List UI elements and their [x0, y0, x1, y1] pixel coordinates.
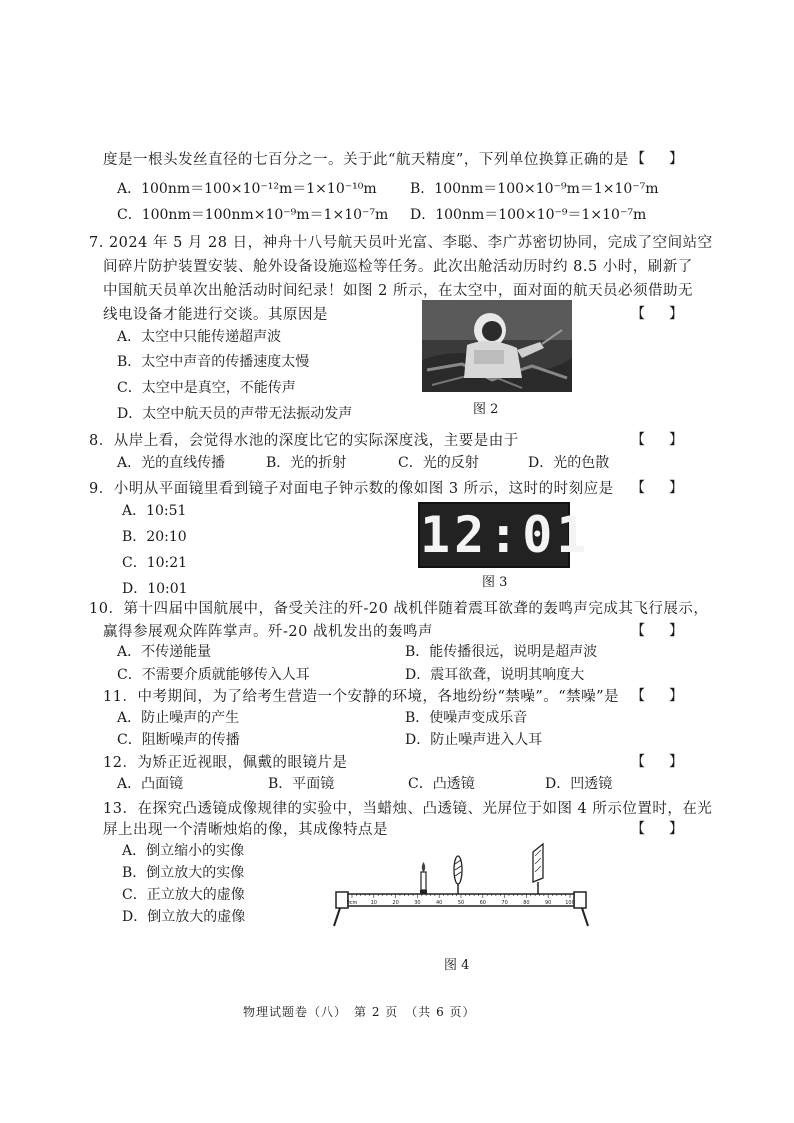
ruler-tick-label: 70	[501, 900, 508, 906]
q7-stem-line2: 间碎片防护装置安装、舱外设备设施巡检等任务。此次出舱活动历时约 8.5 小时，刷新了	[103, 259, 693, 275]
q7-stem-line1: 7. 2024 年 5 月 28 日，神舟十八号航天员叶光富、李聪、李广苏密切协同，完成了空间站空	[89, 235, 713, 251]
q13-option-b: B．倒立放大的实像	[122, 865, 245, 881]
q11-stem: 11．中考期间，为了给考生营造一个安静的环境，各地纷纷“禁噪”。“禁噪”是	[103, 689, 620, 705]
q10-option-d: D．震耳欲聋，说明其响度大	[405, 667, 585, 683]
ruler-tick-label: 80	[523, 900, 530, 906]
astronaut-photo	[422, 300, 572, 392]
ruler-tick-label: 20	[392, 900, 399, 906]
q13-option-d: D．倒立放大的虚像	[122, 909, 246, 925]
q11-option-a: A．防止噪声的产生	[117, 710, 240, 726]
q11-option-d: D．防止噪声进入人耳	[405, 732, 543, 748]
page-footer: 物理试题卷（八） 第 2 页 （共 6 页）	[243, 1005, 476, 1019]
q12-option-d: D．凹透镜	[545, 776, 613, 792]
ruler-tick-label: 10	[370, 900, 377, 906]
q6-option-d: D．100nm＝100×10⁻⁹＝1×10⁻⁷m	[410, 207, 647, 223]
ruler-tick-label: 0cm	[346, 900, 358, 906]
q8-option-c: C．光的反射	[398, 455, 479, 471]
q12-option-b: B．平面镜	[268, 776, 335, 792]
q10-option-a: A．不传递能量	[117, 644, 212, 660]
ruler-tick-label: 100	[565, 900, 575, 906]
q9-option-d: D．10:01	[122, 581, 188, 597]
q10-stem-line2: 赢得参展观众阵阵掌声。歼-20 战机发出的轰鸣声	[103, 624, 433, 640]
figure-2-caption: 图 2	[473, 402, 499, 417]
q8-option-a: A．光的直线传播	[117, 455, 226, 471]
convex-lens	[454, 856, 462, 894]
q12-option-c: C．凸透镜	[408, 776, 475, 792]
q7-option-a: A．太空中只能传递超声波	[117, 329, 282, 345]
q13-stem-line1: 13．在探究凸透镜成像规律的实验中，当蜡烛、凸透镜、光屏位于如图 4 所示位置时，在光	[103, 801, 713, 817]
q6-option-c: C．100nm＝100nm×10⁻⁹m＝1×10⁻⁷m	[117, 207, 389, 223]
light-screen	[533, 844, 543, 894]
q7-stem-line4: 线电设备才能进行交谈。其原因是	[103, 307, 328, 323]
answer-bracket[interactable]: 【】	[631, 306, 707, 322]
q8-option-d: D．光的色散	[528, 455, 610, 471]
answer-bracket[interactable]: 【】	[631, 480, 707, 496]
q7-stem-line3: 中国航天员单次出舱活动时间纪录！如图 2 所示，在太空中，面对面的航天员必须借助无	[103, 283, 693, 299]
q13-option-c: C．正立放大的虚像	[122, 887, 245, 903]
q7-option-b: B．太空中声音的传播速度太慢	[117, 354, 310, 370]
ruler-tick-label: 40	[436, 900, 443, 906]
q9-stem: 9．小明从平面镜里看到镜子对面电子钟示数的像如图 3 所示，这时的时刻应是	[89, 481, 614, 497]
ruler-tick-label: 50	[457, 900, 465, 906]
answer-bracket[interactable]: 【】	[631, 688, 707, 704]
q9-option-b: B．20:10	[122, 529, 187, 545]
ruler-tick-label: 30	[414, 900, 421, 906]
q6-option-b: B．100nm＝100×10⁻⁹m＝1×10⁻⁷m	[410, 181, 659, 197]
answer-bracket[interactable]: 【】	[631, 754, 707, 770]
q13-stem-line2: 屏上出现一个清晰烛焰的像，其成像特点是	[103, 822, 388, 838]
figure-4-caption: 图 4	[444, 958, 470, 973]
answer-bracket[interactable]: 【】	[631, 821, 707, 837]
q7-option-c: C．太空中是真空，不能传声	[117, 380, 296, 396]
q7-option-d: D．太空中航天员的声带无法振动发声	[117, 406, 353, 422]
ruler-tick-label: 60	[479, 900, 486, 906]
q11-option-c: C．阻断噪声的传播	[117, 732, 240, 748]
q9-option-a: A．10:51	[122, 503, 187, 519]
answer-bracket[interactable]: 【】	[631, 151, 707, 167]
answer-bracket[interactable]: 【】	[631, 623, 707, 639]
q6-option-a: A．100nm＝100×10⁻¹²m＝1×10⁻¹⁰m	[117, 181, 377, 197]
ruler-tick-label: 90	[545, 900, 552, 906]
q12-stem: 12．为矫正近视眼，佩戴的眼镜片是	[103, 755, 348, 771]
q11-option-b: B．使噪声变成乐音	[405, 710, 528, 726]
q9-option-c: C．10:21	[122, 555, 188, 571]
optical-bench-diagram	[330, 840, 592, 930]
q13-option-a: A．倒立缩小的实像	[122, 843, 245, 859]
q6-stem: 度是一根头发丝直径的七百分之一。关于此“航天精度”，下列单位换算正确的是	[103, 152, 629, 168]
digital-clock-display	[418, 502, 591, 568]
q10-stem-line1: 10．第十四届中国航展中，备受关注的歼-20 战机伴随着震耳欲聋的轰鸣声完成其飞行展示，	[89, 601, 709, 617]
candle	[420, 862, 427, 894]
q8-option-b: B．光的折射	[266, 455, 347, 471]
q8-stem: 8．从岸上看，会觉得水池的深度比它的实际深度浅，主要是由于	[89, 433, 519, 449]
figure-3-caption: 图 3	[482, 575, 508, 590]
q10-option-b: B．能传播很远，说明是超声波	[405, 644, 598, 660]
q12-option-a: A．凸面镜	[117, 776, 184, 792]
clock-reading: 12:01	[420, 506, 591, 564]
q10-option-c: C．不需要介质就能够传入人耳	[117, 667, 310, 683]
answer-bracket[interactable]: 【】	[631, 432, 707, 448]
